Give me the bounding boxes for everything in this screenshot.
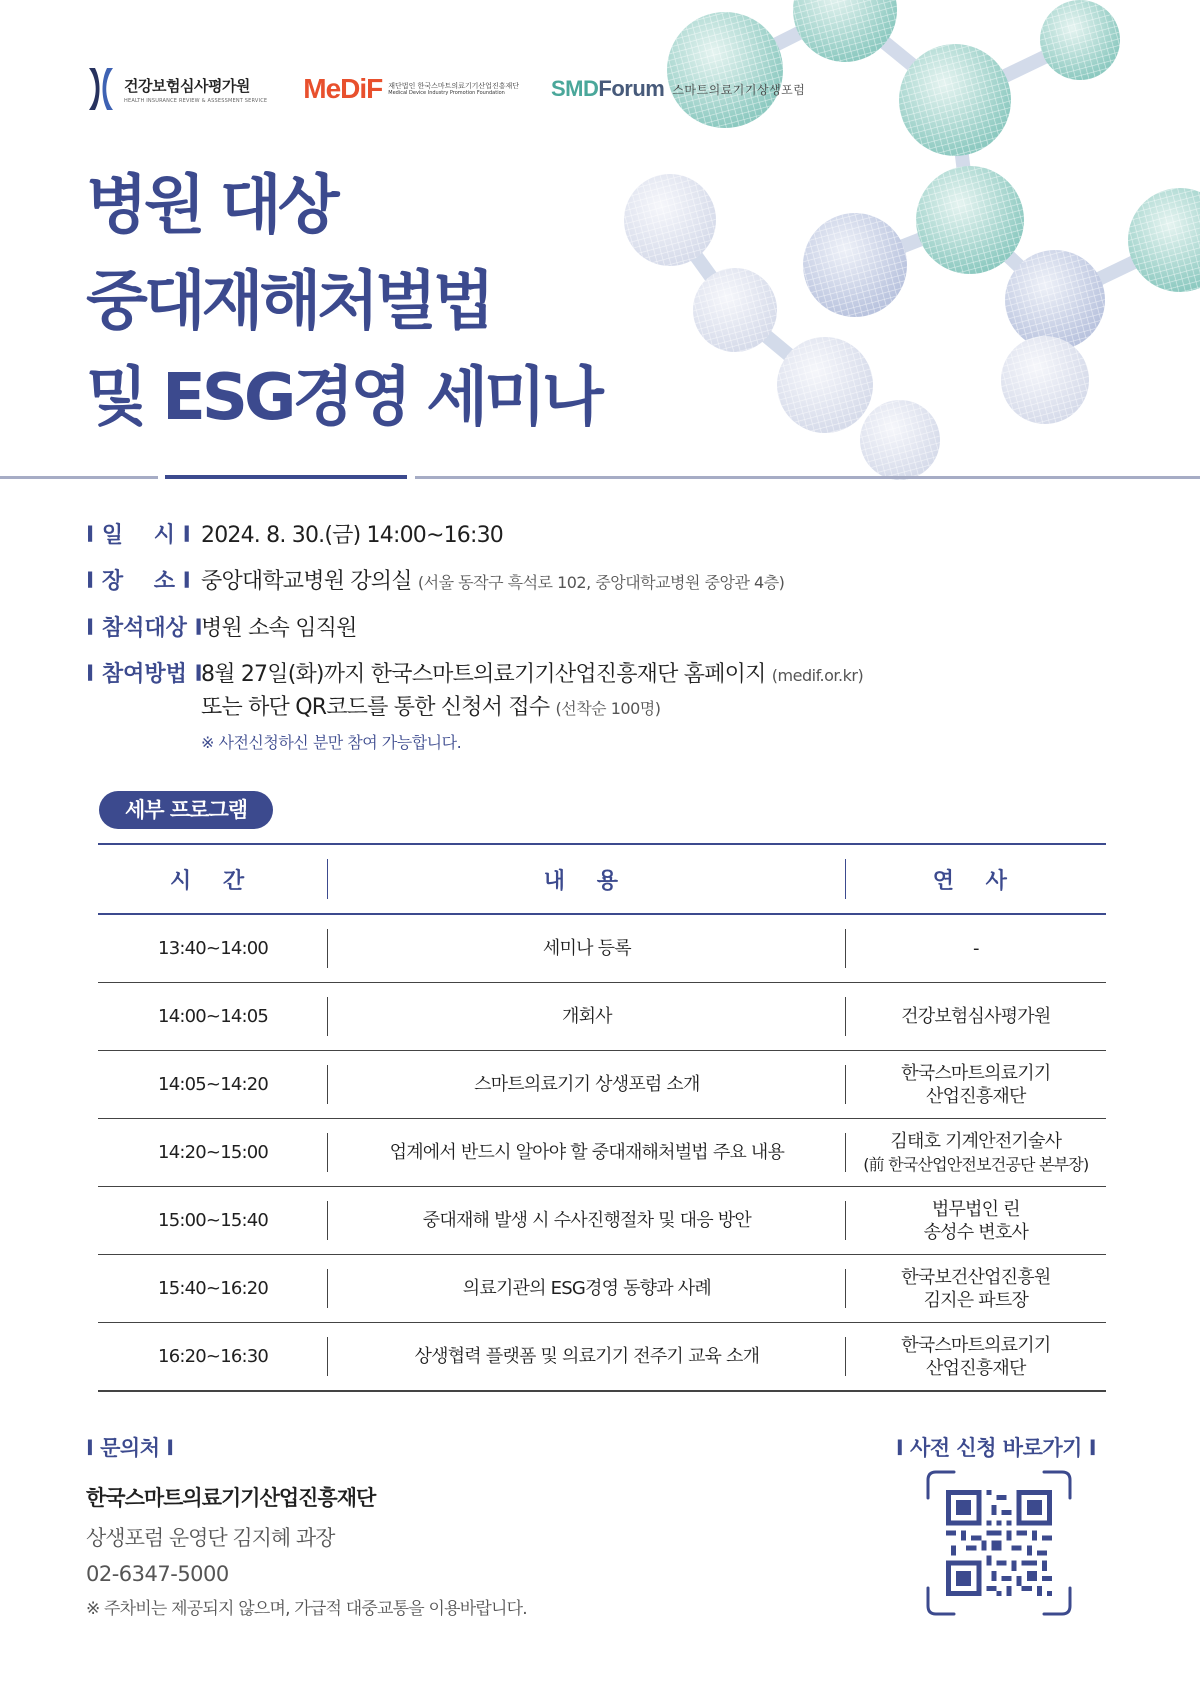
row-time: 15:00~15:40 <box>98 1187 328 1255</box>
row-time: 14:05~14:20 <box>98 1051 328 1119</box>
contact-phone[interactable]: 02-6347-5000 <box>86 1562 229 1586</box>
smd-wordmark: SMD <box>550 76 599 101</box>
table-row <box>98 1051 1106 1119</box>
place-detail: (서울 동작구 흑석로 102, 중앙대학교병원 중앙관 4층) <box>417 573 785 592</box>
method-label: Ι 참여방법 Ι <box>86 662 203 687</box>
row-speaker: - <box>846 914 1106 983</box>
qr-code-frame[interactable] <box>926 1470 1072 1616</box>
hira-subtitle: HEALTH INSURANCE REVIEW & ASSESSMENT SERVICE <box>124 97 268 104</box>
header-speaker: 연 사 <box>846 844 1106 914</box>
date-value: 2024. 8. 30.(금) 14:00~16:30 <box>201 523 503 548</box>
contact-person: 상생포럼 운영단 김지혜 과장 <box>86 1526 335 1550</box>
title-divider <box>0 474 1200 480</box>
hira-logo <box>86 66 267 112</box>
row-content: 중대재해 발생 시 수사진행절차 및 대응 방안 <box>328 1187 845 1255</box>
method-line-1: 8월 27일(화)까지 한국스마트의료기기산업진흥재단 홈페이지 <box>201 662 766 687</box>
logo-row <box>86 62 805 116</box>
info-place-row <box>86 564 1146 599</box>
target-label: Ι 참석대상 Ι <box>86 616 203 641</box>
contact-section <box>86 1432 726 1619</box>
row-time: 16:20~16:30 <box>98 1323 328 1392</box>
qr-heading: Ι 사전 신청 바로가기 Ι <box>895 1436 1097 1460</box>
target-value: 병원 소속 임직원 <box>201 616 357 641</box>
title-line-3: 및 ESG경영 세미나 <box>86 361 600 435</box>
program-table <box>98 843 1106 1392</box>
event-info <box>86 518 1146 771</box>
medif-korean-name: 재단법인 한국스마트의료기기산업진흥재단 <box>388 81 519 90</box>
contact-organization: 한국스마트의료기기산업진흥재단 <box>86 1486 376 1510</box>
row-time: 14:20~15:00 <box>98 1119 328 1187</box>
poster-title <box>86 158 600 446</box>
place-label: Ι 장 소 Ι <box>86 569 191 594</box>
row-content: 의료기관의 ESG경영 동향과 사례 <box>328 1255 845 1323</box>
row-content: 스마트의료기기 상생포럼 소개 <box>328 1051 845 1119</box>
medif-wordmark: MeDiF <box>303 73 383 104</box>
row-speaker: 김태호 기계안전기술사 (前 한국산업안전보건공단 본부장) <box>846 1119 1106 1187</box>
method-capacity: (선착순 100명) <box>555 699 661 718</box>
hira-name: 건강보험심사평가원 <box>124 76 250 95</box>
method-notice: ※ 사전신청하신 분만 참여 가능합니다. <box>201 733 462 752</box>
title-line-1: 병원 대상 <box>86 169 336 243</box>
row-content: 상생협력 플랫폼 및 의료기기 전주기 교육 소개 <box>328 1323 845 1392</box>
header-content: 내 용 <box>328 844 845 914</box>
program-badge: 세부 프로그램 <box>99 791 273 829</box>
table-row <box>98 1323 1106 1392</box>
row-speaker: 한국스마트의료기기 산업진흥재단 <box>846 1323 1106 1392</box>
row-content: 개회사 <box>328 983 845 1051</box>
table-row <box>98 1119 1106 1187</box>
parking-notice: ※ 주차비는 제공되지 않으며, 가급적 대중교통을 이용바랍니다. <box>86 1599 527 1619</box>
row-speaker: 법무법인 린 송성수 변호사 <box>846 1187 1106 1255</box>
table-row <box>98 1187 1106 1255</box>
place-value: 중앙대학교병원 강의실 <box>201 569 412 594</box>
row-content: 업계에서 반드시 알아야 할 중대재해처벌법 주요 내용 <box>328 1119 845 1187</box>
row-time: 14:00~14:05 <box>98 983 328 1051</box>
table-row <box>98 1255 1106 1323</box>
date-label: Ι 일 시 Ι <box>86 523 191 548</box>
row-speaker: 한국스마트의료기기 산업진흥재단 <box>846 1051 1106 1119</box>
method-line-2: 또는 하단 QR코드를 통한 신청서 접수 <box>201 695 550 720</box>
hira-x-icon <box>86 66 116 112</box>
contact-heading: Ι 문의처 Ι <box>86 1436 174 1460</box>
row-time: 15:40~16:20 <box>98 1255 328 1323</box>
smd-forum-logo <box>551 76 805 102</box>
table-row <box>98 983 1106 1051</box>
smd-forum-word: Forum <box>598 76 665 101</box>
smd-korean-name: 스마트의료기기상생포럼 <box>672 82 806 97</box>
row-speaker: 건강보험심사평가원 <box>846 983 1106 1051</box>
header-time: 시 간 <box>98 844 328 914</box>
info-date-row <box>86 518 1146 552</box>
table-row <box>98 914 1106 983</box>
info-target-row <box>86 611 1146 645</box>
title-line-2: 중대재해처벌법 <box>86 265 491 339</box>
medif-english-name: Medical Device Industry Promotion Foundation <box>388 89 505 96</box>
row-time: 13:40~14:00 <box>98 914 328 983</box>
method-site[interactable]: (medif.or.kr) <box>771 666 864 685</box>
info-method-row <box>86 657 1146 759</box>
qr-code-icon[interactable] <box>946 1490 1052 1596</box>
table-header-row <box>98 844 1106 914</box>
row-speaker: 한국보건산업진흥원 김지은 파트장 <box>846 1255 1106 1323</box>
row-content: 세미나 등록 <box>328 914 845 983</box>
medif-logo <box>303 73 519 105</box>
